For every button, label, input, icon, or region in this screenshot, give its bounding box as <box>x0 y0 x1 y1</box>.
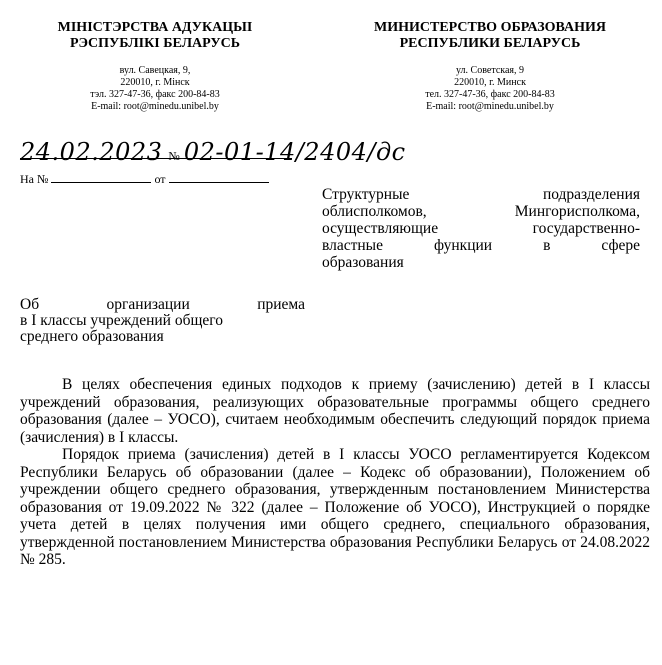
letter-body <box>20 376 650 569</box>
handwritten-date: 24.02.2023 <box>20 138 163 166</box>
handwritten-number: 02-01-14/2404/дс <box>183 138 406 166</box>
subject-block: Об организации приема в I классы учреждений общего среднего образования <box>20 296 305 345</box>
reply-to-line: На № от <box>20 170 269 187</box>
letterhead-left <box>20 20 290 113</box>
registration-line <box>20 138 406 166</box>
paragraph-2: Порядок приема (зачисления) детей в I классы УОСО регламентируется Кодексом Республики Беларусь об образовании (далее – Кодекс об образовании), Положением об учреждении общего среднего образования, утвержденным постановлением Министерства образования от 19.09.2022 № 322 (далее – Положение об УОСО), Инструкцией о порядке учета детей в целях получения ими общего среднего, специального образования, утвержденной постановлением Министерства образования Республики Беларусь от 24.08.2022 № 285. <box>20 446 650 568</box>
reply-number-blank <box>51 170 151 183</box>
ministry-title-ru: МИНИСТЕРСТВО ОБРАЗОВАНИЯ РЕСПУБЛИКИ БЕЛАРУСЬ <box>374 20 606 51</box>
ministry-address-ru: ул. Советская, 9 220010, г. Минск тел. 327-47-36, факс 200-84-83 E-mail: root@minedu.unibel.by <box>425 65 555 112</box>
registration-underline <box>20 158 292 159</box>
ministry-title-be: МІНІСТЭРСТВА АДУКАЦЫІ РЭСПУБЛІКІ БЕЛАРУСЬ <box>57 20 253 51</box>
letterhead-right <box>340 20 640 113</box>
ministry-address-be: вул. Савецкая, 9, 220010, г. Мінск тэл. 327-47-36, факс 200-84-83 E-mail: root@minedu.unibel.by <box>90 65 220 112</box>
number-label: № <box>168 149 180 163</box>
paragraph-1: В целях обеспечения единых подходов к приему (зачислению) детей в I классы учреждений образования, реализующих образовательные программы общего среднего образования (далее – УОСО), считаем необходимым обеспечить следующий порядок приема (зачисления) в I классы. <box>20 376 650 446</box>
recipient-block: Структурные подразделения облисполкомов, Мингорисполкома, осуществляющие государственно- властные функции в сфере образования <box>322 186 641 271</box>
reply-date-blank <box>169 170 269 183</box>
